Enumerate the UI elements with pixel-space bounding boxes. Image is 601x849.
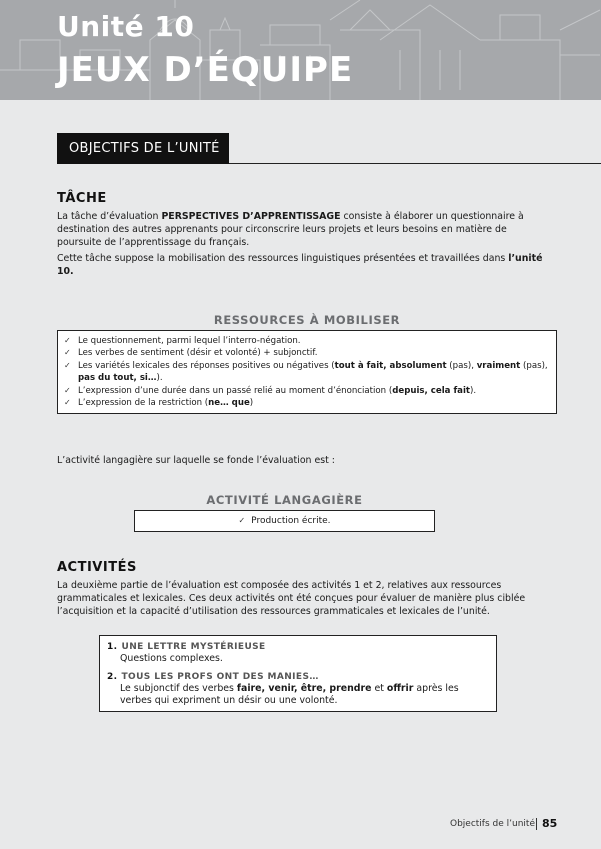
objectives-bar: OBJECTIFS DE L’UNITÉ: [57, 133, 229, 164]
activities-heading: ACTIVITÉS: [57, 560, 137, 575]
activity-1-body: Questions complexes.: [120, 653, 223, 664]
page-number: 85: [542, 817, 558, 830]
resource-item: ✓ Les verbes de sentiment (désir et volonté) + subjonctif.: [64, 348, 318, 359]
task-heading: TÂCHE: [57, 191, 107, 206]
check-icon: ✓: [64, 348, 71, 358]
check-icon: ✓: [64, 336, 71, 345]
header-banner: [0, 0, 601, 100]
activity-1-title: 1. UNE LETTRE MYSTÉRIEUSE: [107, 642, 266, 652]
check-icon: ✓: [238, 516, 246, 525]
activities-paragraph: La deuxième partie de l’évaluation est composée des activités 1 et 2, relatives aux ressources grammaticales et lexicales. Ces deux activités ont été conçues pour évaluer de manière plus ciblée l’acquisition et la capacité d’utilisation des ressources grammaticales et lexicales de l’unité.: [57, 580, 526, 617]
objectives-rule: [229, 163, 601, 164]
activity-2-body: Le subjonctif des verbes faire, venir, être, prendre et offrir après les verbes qui expriment un désir ou une volonté.: [120, 682, 459, 706]
activity-2-title: 2. TOUS LES PROFS ONT DES MANIES…: [107, 671, 319, 682]
footer-section-label: Objectifs de l’unité: [450, 819, 535, 829]
check-icon: ✓: [64, 385, 71, 395]
footer-divider: [536, 818, 537, 830]
check-icon: ✓: [64, 398, 71, 408]
resources-box: [57, 330, 557, 414]
activity-intro: L’activité langagière sur laquelle se fonde l’évaluation est :: [57, 455, 335, 466]
unit-title: JEUX D’ÉQUIPE: [57, 50, 354, 90]
task-paragraph-1: La tâche d’évaluation PERSPECTIVES D’APPRENTISSAGE consiste à élaborer un questionnaire à destination des autres apprenants pour circonscrire leurs projets et leurs besoins en matière de poursuite de l’apprentissage du français.: [57, 211, 524, 248]
activities-list-box: [99, 635, 497, 712]
resource-item: ✓ L’expression d’une durée dans un passé relié au moment d’énonciation (depuis, cela fait).: [64, 385, 477, 396]
resource-item: ✓ Le questionnement, parmi lequel l’interro-négation.: [64, 336, 301, 346]
activity-item: Production écrite.: [251, 516, 331, 526]
resource-item: ✓ Les variétés lexicales des réponses positives ou négatives (tout à fait, absolument (pas), vraiment (pas), pas du tout, si…).: [64, 360, 548, 384]
task-paragraph-2: Cette tâche suppose la mobilisation des ressources linguistiques présentées et travaillées dans l’unité 10.: [57, 253, 543, 277]
check-icon: ✓: [64, 360, 71, 370]
activity-title: ACTIVITÉ LANGAGIÈRE: [206, 493, 363, 507]
resource-item: ✓ L’expression de la restriction (ne… que): [64, 398, 254, 409]
resources-title: RESSOURCES À MOBILISER: [213, 313, 401, 327]
unit-number: Unité 10: [57, 10, 195, 43]
activity-box: [134, 510, 435, 532]
